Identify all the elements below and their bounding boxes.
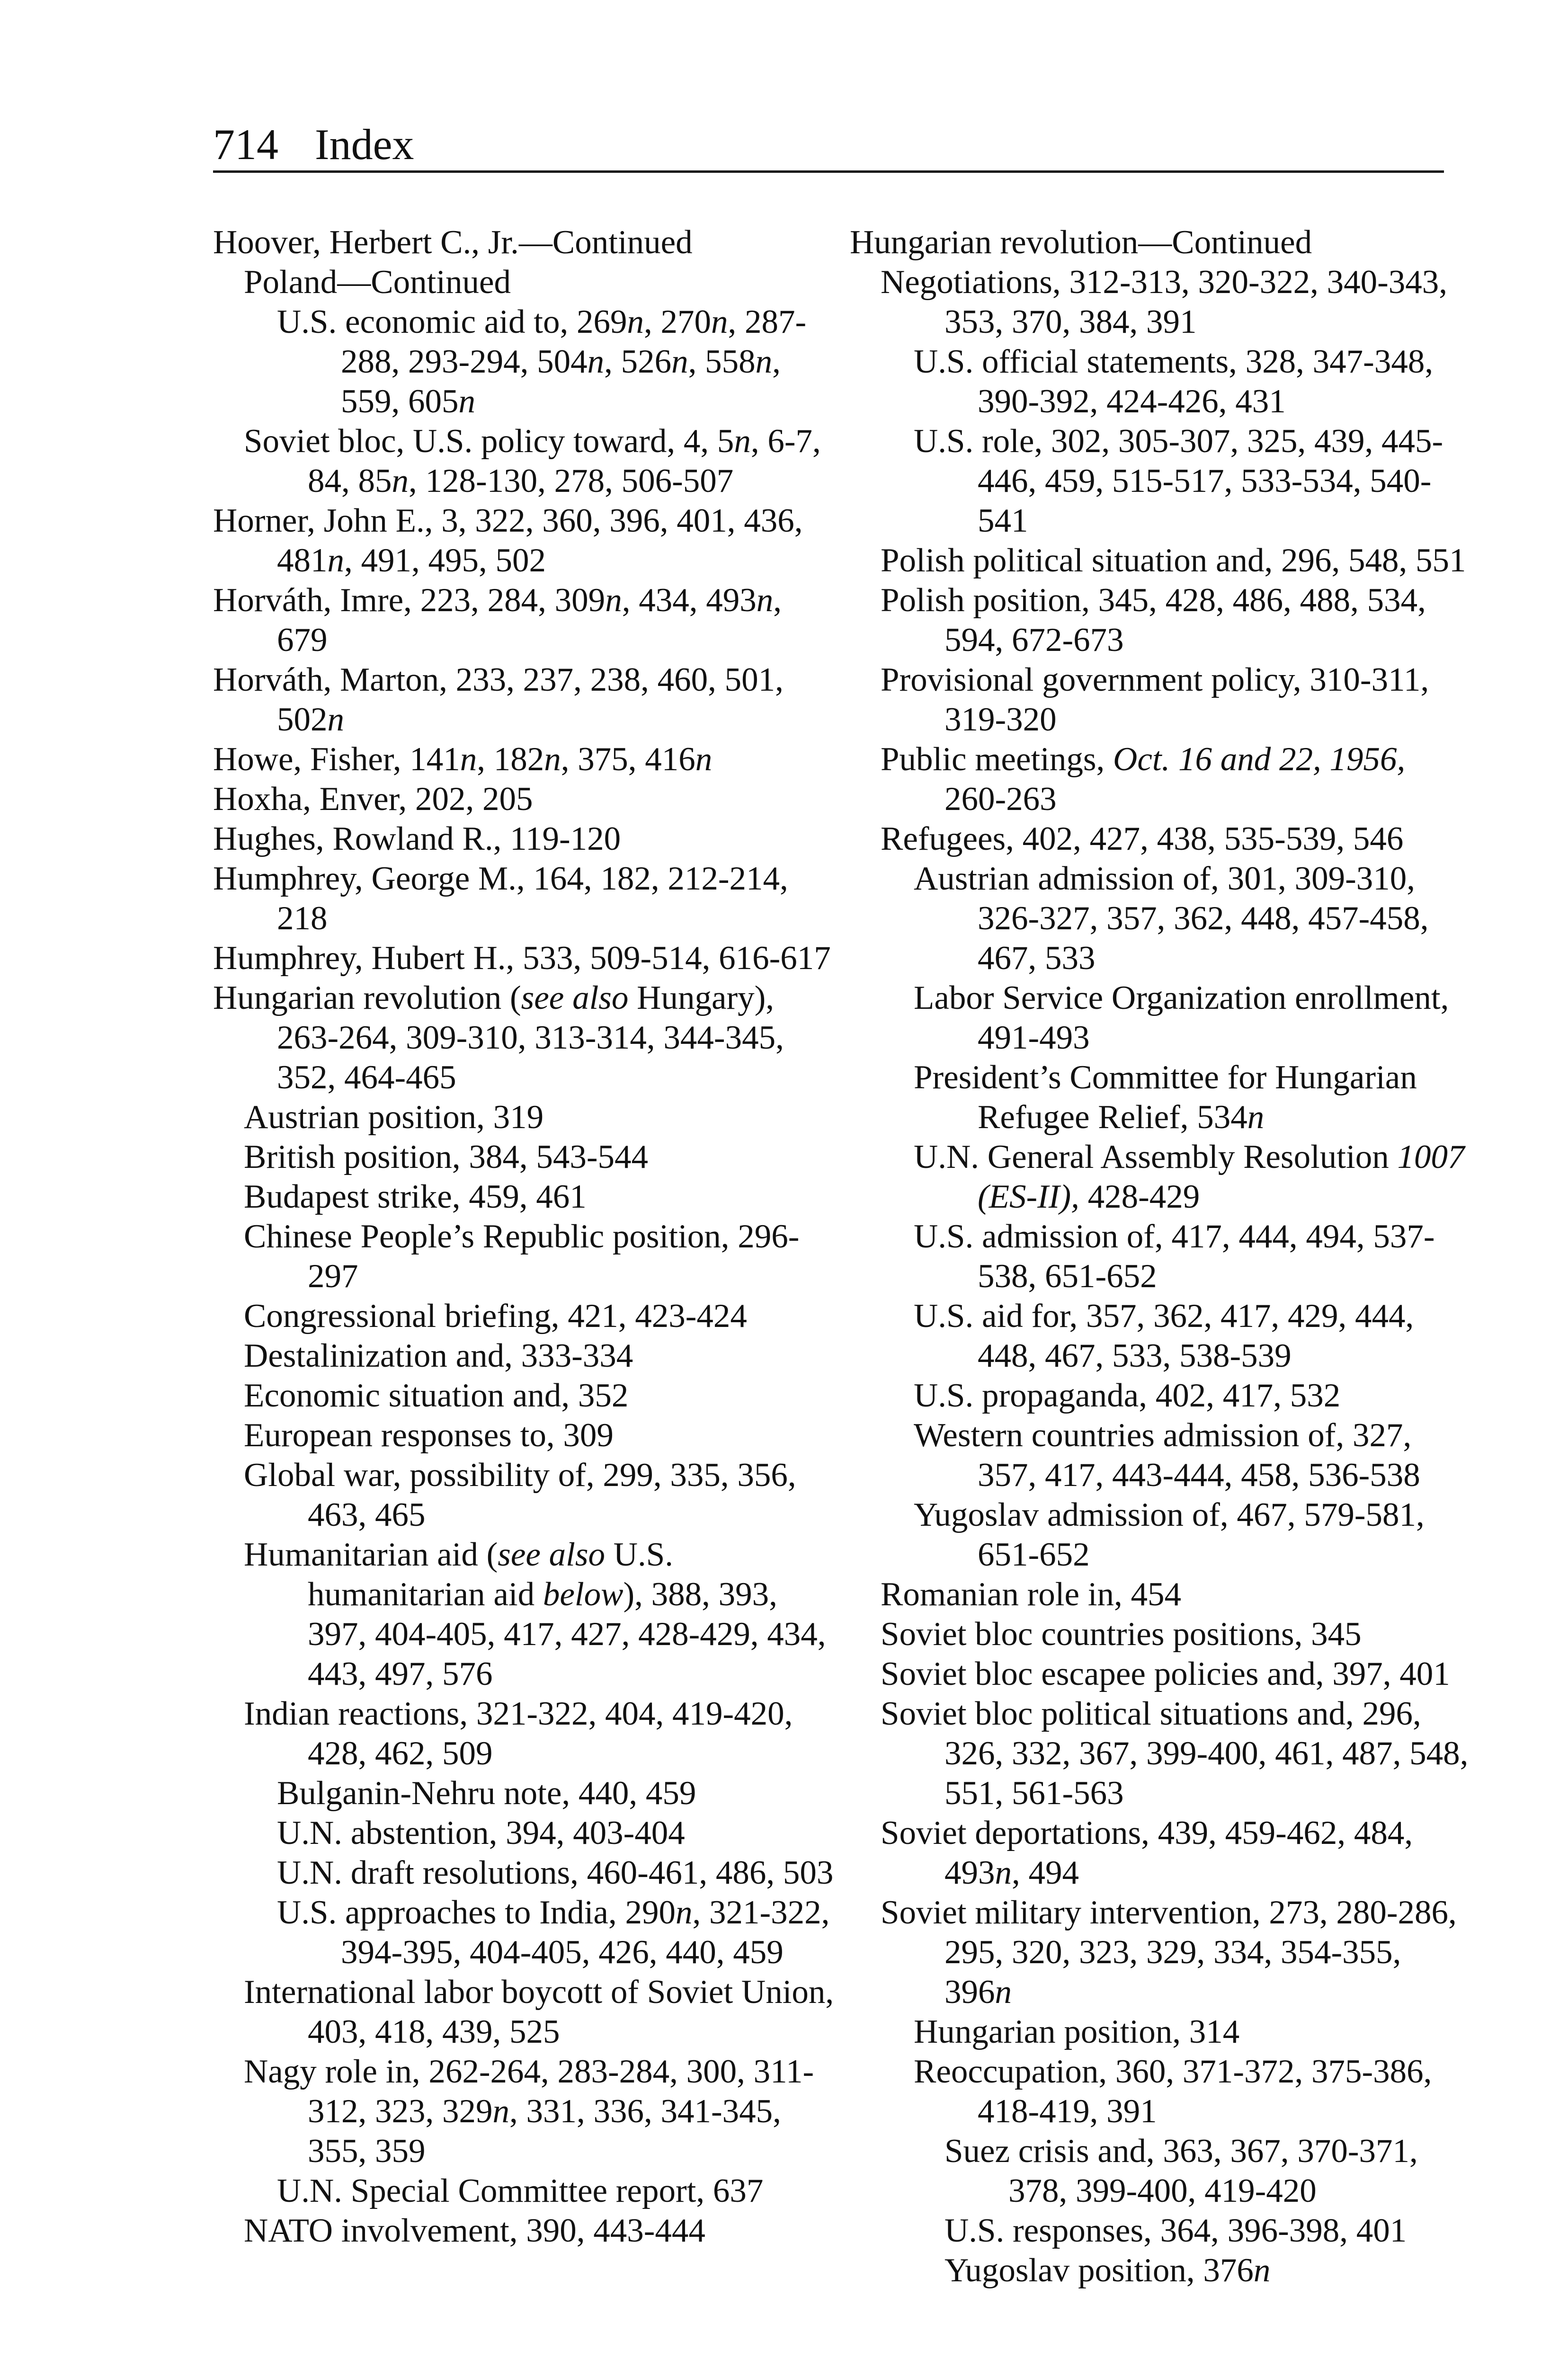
index-subentry <box>213 2211 838 2251</box>
index-subentry <box>850 1614 1475 1654</box>
entry-text-italic: see also <box>521 979 629 1016</box>
index-subentry <box>213 1336 838 1376</box>
entry-text: Hoxha, Enver, 202, 205 <box>213 781 533 818</box>
entry-text: Austrian position, 319 <box>244 1099 544 1136</box>
entry-text: European responses to, 309 <box>244 1417 614 1454</box>
entry-text: International labor boycott of Soviet Union, 403, 418, 439, 525 <box>244 1974 834 2050</box>
entry-text-italic: n <box>327 542 344 579</box>
entry-text: Hungarian revolution ( <box>213 979 521 1016</box>
index-entry <box>213 978 838 1097</box>
entry-text: , 375, 416 <box>561 741 695 778</box>
entry-text: Global war, possibility of, 299, 335, 356, 463, 465 <box>244 1457 796 1533</box>
entry-text: Nagy role in, 262-264, 283-284, 300, 311-312, 323, 329 <box>244 2053 814 2130</box>
index-subentry <box>850 2052 1475 2131</box>
index-subentry <box>213 1376 838 1415</box>
index-subentry <box>213 1455 838 1535</box>
entry-text: Hungarian position, 314 <box>914 2013 1240 2050</box>
entry-text: Polish political situation and, 296, 548, 551 <box>881 542 1466 579</box>
index-subentry <box>850 2251 1475 2290</box>
entry-text: Suez crisis and, 363, 367, 370-371, 378, 399-400, 419-420 <box>944 2133 1418 2209</box>
page-title: Index <box>315 120 414 169</box>
index-subentry <box>850 978 1475 1058</box>
index-subentry <box>213 1217 838 1296</box>
entry-text: British position, 384, 543-544 <box>244 1139 649 1175</box>
entry-text: Romanian role in, 454 <box>881 1576 1181 1613</box>
entry-text: Western countries admission of, 327, 357, 417, 443-444, 458, 536-538 <box>914 1417 1420 1494</box>
entry-text: U.S. aid for, 357, 362, 417, 429, 444, 448, 467, 533, 538-539 <box>914 1298 1414 1374</box>
entry-text: Destalinization and, 333-334 <box>244 1337 633 1374</box>
index-entry <box>213 580 838 660</box>
entry-text: Poland—Continued <box>244 264 511 301</box>
entry-text: Yugoslav admission of, 467, 579-581, 651-652 <box>914 1496 1425 1573</box>
entry-text-italic: n <box>544 741 561 778</box>
index-subentry <box>213 1972 838 2052</box>
entry-text: Hoover, Herbert C., Jr.—Continued <box>213 224 693 261</box>
entry-text: U.S. humanitarian aid <box>308 1536 674 1613</box>
entry-text: Indian reactions, 321-322, 404, 419-420, 428, 462, 509 <box>244 1695 793 1772</box>
entry-text: , 182 <box>477 741 544 778</box>
entry-text: Austrian admission of, 301, 309-310, 326-327, 357, 362, 448, 457-458, 467, 533 <box>914 860 1429 977</box>
left-index-column <box>213 222 838 2251</box>
entry-text: Soviet bloc, U.S. policy toward, 4, 5 <box>244 423 734 460</box>
index-subentry <box>213 1694 838 1773</box>
entry-text: , 679 <box>277 582 782 658</box>
entry-text-italic: n <box>1247 1099 1265 1136</box>
entry-text: Bulganin-Nehru note, 440, 459 <box>277 1775 696 1812</box>
entry-text: Horváth, Imre, 223, 284, 309 <box>213 582 606 619</box>
entry-text-italic: n <box>711 303 728 340</box>
index-entry <box>850 222 1475 262</box>
entry-text: Congressional briefing, 421, 423-424 <box>244 1298 747 1335</box>
entry-text-italic: n <box>1253 2252 1271 2289</box>
entry-text: Budapest strike, 459, 461 <box>244 1178 587 1215</box>
entry-text: Refugees, 402, 427, 438, 535-539, 546 <box>881 820 1404 857</box>
entry-text-italic: n <box>460 741 477 778</box>
index-entry <box>213 739 838 779</box>
index-subentry <box>850 2211 1475 2251</box>
entry-text: Polish position, 345, 428, 486, 488, 534, 594, 672-673 <box>881 582 1426 658</box>
entry-text-italic: n <box>587 343 605 380</box>
index-subentry <box>850 1495 1475 1575</box>
index-subentry <box>850 1376 1475 1415</box>
entry-text: , 434, 493 <box>622 582 757 619</box>
index-subentry <box>850 1058 1475 1137</box>
entry-text-italic: n <box>392 463 409 499</box>
index-subentry <box>850 1694 1475 1813</box>
entry-text-italic: see also <box>498 1536 606 1573</box>
entry-text: Hughes, Rowland R., 119-120 <box>213 820 621 857</box>
entry-text: , 270 <box>643 303 711 340</box>
index-subentry <box>213 262 838 302</box>
index-subentry <box>850 2012 1475 2052</box>
entry-text: U.S. role, 302, 305-307, 325, 439, 445-446, 459, 515-517, 533-534, 540-541 <box>914 423 1443 539</box>
entry-text-italic: Oct. 16 and 22, 1956, <box>1113 741 1406 778</box>
index-entry <box>213 859 838 938</box>
index-subentry <box>213 1137 838 1177</box>
index-entry <box>213 660 838 739</box>
entry-text: Negotiations, 312-313, 320-322, 340-343, 353, 370, 384, 391 <box>881 264 1448 340</box>
entry-text: U.S. propaganda, 402, 417, 532 <box>914 1377 1341 1414</box>
index-subentry <box>850 1893 1475 2012</box>
entry-text: , 287-288, 293-294, 504 <box>341 303 807 380</box>
index-subentry <box>213 421 838 501</box>
entry-text: Reoccupation, 360, 371-372, 375-386, 418-419, 391 <box>914 2053 1432 2130</box>
entry-text-italic: 1007 (ES-II), <box>978 1139 1465 1215</box>
entry-text: Howe, Fisher, 141 <box>213 741 460 778</box>
entry-text: 428-429 <box>1079 1178 1200 1215</box>
entry-text: , 558 <box>688 343 756 380</box>
page-number: 714 <box>213 120 278 169</box>
right-index-column <box>850 222 1475 2290</box>
index-subentry <box>213 1415 838 1455</box>
entry-text: , 494 <box>1012 1854 1079 1891</box>
entry-text: , 321-322, 394-395, 404-405, 426, 440, 459 <box>341 1894 830 1971</box>
entry-text: Soviet bloc countries positions, 345 <box>881 1616 1362 1653</box>
index-subentry <box>850 580 1475 660</box>
entry-text: Soviet deportations, 439, 459-462, 484, 493 <box>881 1815 1413 1891</box>
entry-text: U.S. responses, 364, 396-398, 401 <box>944 2212 1407 2249</box>
entry-text: U.S. economic aid to, 269 <box>277 303 627 340</box>
index-subentry <box>850 2131 1475 2211</box>
index-subentry <box>850 660 1475 739</box>
entry-text-italic: n <box>734 423 751 460</box>
entry-text: , 128-130, 278, 506-507 <box>409 463 734 499</box>
index-subentry <box>213 1773 838 1813</box>
entry-text: President’s Committee for Hungarian Refugee Relief, 534 <box>914 1059 1417 1136</box>
entry-text: , 331, 336, 341-345, 355, 359 <box>308 2093 781 2170</box>
index-subentry <box>850 421 1475 541</box>
index-subentry <box>850 1217 1475 1296</box>
entry-text-italic: n <box>995 1854 1012 1891</box>
entry-text: Humphrey, Hubert H., 533, 509-514, 616-617 <box>213 940 831 977</box>
entry-text: , 6-7, 84, 85 <box>308 423 821 499</box>
index-subentry <box>850 1654 1475 1694</box>
index-subentry <box>213 1893 838 1972</box>
entry-text-italic: n <box>671 343 688 380</box>
index-entry <box>213 501 838 580</box>
entry-text: Soviet bloc escapee policies and, 397, 401 <box>881 1655 1450 1692</box>
entry-text: Soviet military intervention, 273, 280-286, 295, 320, 323, 329, 334, 354-355, 396 <box>881 1894 1457 2011</box>
entry-text: Humanitarian aid ( <box>244 1536 498 1573</box>
index-subentry <box>850 819 1475 859</box>
entry-text: Soviet bloc political situations and, 296, 326, 332, 367, 399-400, 461, 487, 548, 551, 561-563 <box>881 1695 1469 1812</box>
entry-text: , 491, 495, 502 <box>344 542 546 579</box>
entry-text-italic: n <box>755 343 773 380</box>
entry-text: Chinese People’s Republic position, 296-297 <box>244 1218 800 1295</box>
entry-text: , 559, 605 <box>341 343 781 420</box>
index-subentry <box>850 1296 1475 1376</box>
index-subentry <box>213 1296 838 1336</box>
entry-text: U.S. admission of, 417, 444, 494, 537-538, 651-652 <box>914 1218 1435 1295</box>
entry-text-italic: n <box>675 1894 693 1931</box>
entry-text: 260-263 <box>944 781 1057 818</box>
entry-text: U.N. abstention, 394, 403-404 <box>277 1815 685 1851</box>
entry-text: Hungary), 263-264, 309-310, 313-314, 344-345, 352, 464-465 <box>277 979 784 1096</box>
entry-text: Economic situation and, 352 <box>244 1377 629 1414</box>
entry-text: U.N. General Assembly Resolution <box>914 1139 1398 1175</box>
entry-text: Hungarian revolution—Continued <box>850 224 1312 261</box>
entry-text: NATO involvement, 390, 443-444 <box>244 2212 705 2249</box>
index-subentry <box>213 302 838 421</box>
entry-text: Public meetings, <box>881 741 1114 778</box>
entry-text-italic: n <box>458 383 475 420</box>
index-entry <box>213 938 838 978</box>
entry-text: Yugoslav position, 376 <box>944 2252 1254 2289</box>
index-subentry <box>213 2052 838 2171</box>
index-subentry <box>850 541 1475 580</box>
entry-text: Horváth, Marton, 233, 237, 238, 460, 501, 502 <box>213 661 784 738</box>
entry-text-italic: n <box>995 1974 1012 2011</box>
entry-text-italic: below <box>543 1576 624 1613</box>
index-subentry <box>850 1415 1475 1495</box>
index-subentry <box>850 739 1475 819</box>
index-subentry <box>850 859 1475 978</box>
entry-text: U.S. approaches to India, 290 <box>277 1894 676 1931</box>
index-subentry <box>213 2171 838 2211</box>
entry-text: , 526 <box>604 343 672 380</box>
entry-text: U.N. draft resolutions, 460-461, 486, 503 <box>277 1854 834 1891</box>
entry-text: Labor Service Organization enrollment, 491-493 <box>914 979 1449 1056</box>
index-subentry <box>850 1813 1475 1893</box>
entry-text-italic: n <box>327 701 344 738</box>
index-subentry <box>213 1097 838 1137</box>
index-subentry <box>850 1137 1475 1217</box>
entry-text: Humphrey, George M., 164, 182, 212-214, 218 <box>213 860 788 937</box>
index-entry <box>213 779 838 819</box>
index-subentry <box>213 1535 838 1694</box>
index-subentry <box>213 1813 838 1853</box>
entry-text: U.S. official statements, 328, 347-348, 390-392, 424-426, 431 <box>914 343 1434 420</box>
index-subentry <box>213 1177 838 1217</box>
page-header <box>213 118 1444 173</box>
index-subentry <box>213 1853 838 1893</box>
entry-text: ), 388, 393, 397, 404-405, 417, 427, 428-429, 434, 443, 497, 576 <box>308 1576 826 1692</box>
index-subentry <box>850 1575 1475 1614</box>
entry-text-italic: n <box>627 303 644 340</box>
entry-text: Provisional government policy, 310-311, 319-320 <box>881 661 1429 738</box>
index-subentry <box>850 262 1475 342</box>
index-entry <box>213 222 838 262</box>
index-entry <box>213 819 838 859</box>
entry-text: Horner, John E., 3, 322, 360, 396, 401, 436, 481 <box>213 502 803 579</box>
entry-text-italic: n <box>605 582 622 619</box>
entry-text-italic: n <box>492 2093 509 2130</box>
index-subentry <box>850 342 1475 421</box>
entry-text: U.N. Special Committee report, 637 <box>277 2172 764 2209</box>
entry-text-italic: n <box>695 741 713 778</box>
entry-text-italic: n <box>756 582 774 619</box>
